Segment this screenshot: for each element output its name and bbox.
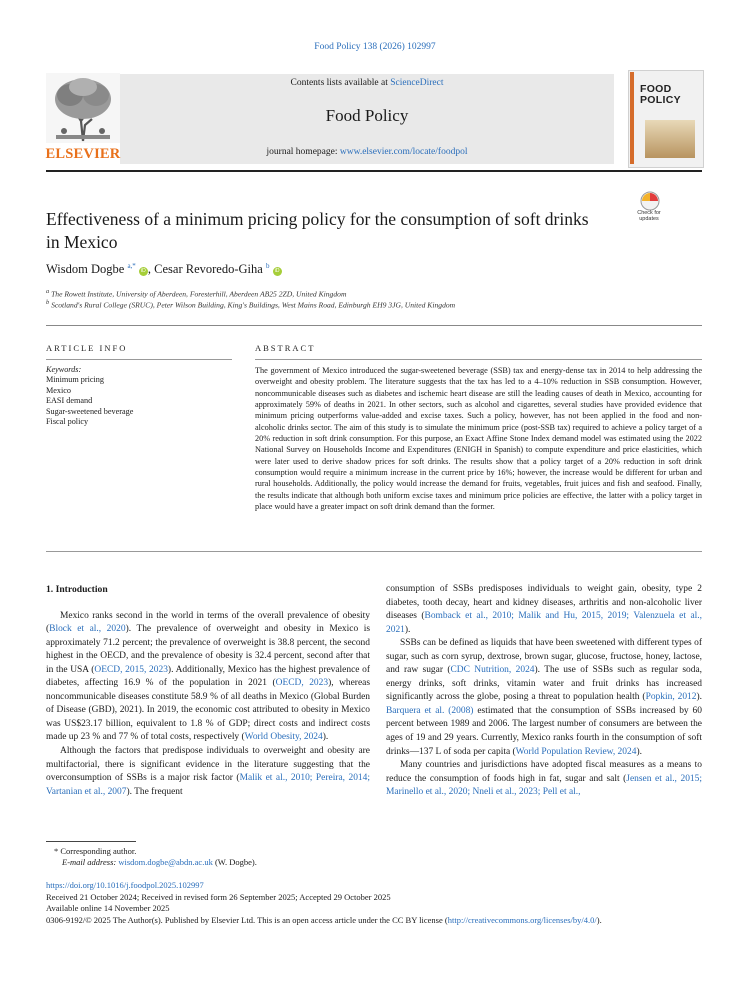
doi-link[interactable]: https://doi.org/10.1016/j.foodpol.2025.102997 — [46, 880, 204, 890]
citation-link[interactable]: Barquera et al. (2008) — [386, 705, 474, 716]
citation-link[interactable]: OECD, 2023 — [275, 678, 329, 689]
cover-accent-strip — [630, 72, 634, 164]
abstract-rule — [255, 359, 702, 360]
email-line — [46, 857, 257, 868]
author-name[interactable]: Cesar Revoredo-Giha — [154, 262, 263, 277]
abstract-bottom-divider — [46, 551, 702, 552]
affiliation-mark: a — [46, 288, 50, 295]
keywords-label: Keywords: — [46, 365, 82, 374]
body-column-right — [386, 583, 702, 800]
check-for-updates-label[interactable] — [624, 210, 674, 222]
keywords-block — [46, 365, 133, 427]
license-link[interactable]: http://creativecommons.org/licenses/by/4.0/ — [447, 914, 597, 925]
affiliation-mark: b — [46, 299, 50, 306]
author-name[interactable]: Wisdom Dogbe — [46, 262, 125, 277]
orcid-icon[interactable]: iD — [273, 267, 282, 276]
citation-link[interactable]: Jensen et al., 2015; Marinello et al., 2020; Nneli et al., 2023; Pell et al., — [386, 773, 702, 798]
email-link[interactable]: wisdom.dogbe@abdn.ac.uk — [118, 857, 213, 867]
citation-link[interactable]: World Population Review, 2024 — [515, 746, 637, 757]
email-label: E-mail address: — [62, 857, 117, 867]
check-updates-line1: Check for — [637, 210, 661, 216]
corresponding-author-note: * Corresponding author. — [54, 846, 137, 856]
header-divider — [46, 170, 702, 172]
body-column-left — [46, 583, 370, 799]
keyword-item: EASI demand — [46, 396, 93, 406]
contents-prefix: Contents lists available at — [290, 78, 388, 88]
citation-link[interactable]: Malik et al., 2010; Pereira, 2014; Vartanian et al., 2007 — [46, 773, 370, 797]
author-separator: , — [147, 262, 152, 277]
article-footer — [46, 880, 602, 926]
keyword-item: Fiscal policy — [46, 417, 89, 427]
citation-link[interactable]: Block et al., 2020 — [49, 624, 126, 635]
abstract-text: The government of Mexico introduced the sugar-sweetened beverage (SSB) tax and energy-dense tax in 2014 to help addressing the overweight and obesity problem. The literature suggests that the tax has led to a 4–10% reduction in SSB consumption. However, noncommunicable diseases such as diabetes and ischemic heart disease are still the leading causes of death in Mexico, accounting for approximately 59% of deaths in 2021. In other sectors, such as alcohol and cigarettes, several studies have provided evidence that minimum pricing outperforms value-added and excise taxes. Such a policy, however, has not been applied in the food and non-alcoholic drinks sector. The aim of this study is to simulate the minimum price (post-SSB tax) required to achieve a policy target of a 20% reduction in soft drink consumption. For this purpose, an Exact Affine Stone Index demand model was estimated using the 2022 National Survey on Households Income and Expenditures (ENIGH in Spanish) to compute expenditure and price elasticities, which were later used to derive shadow prices for soft drinks. The results show that a policy target of a 20% reduction in soft drink consumption would require a minimum increase in the current price by 16%; however, the increase would be different for urban and rural households. Additionally, the policy would increase the demand for fruits, vegetables, fruit juices and fish and seafood. Finally, the results indicate that although both uniform excise taxes and minimum price policies are effective, the latter with a policy target in place would have a greater impact on soft drink demand than the former. — [255, 366, 702, 512]
sciencedirect-link[interactable]: ScienceDirect — [390, 78, 444, 88]
article-info-rule — [46, 359, 232, 360]
homepage-prefix: journal homepage: — [266, 147, 338, 157]
keyword-item: Mexico — [46, 385, 72, 395]
abstract-heading: ABSTRACT — [255, 343, 316, 353]
contents-line — [120, 78, 614, 88]
cover-image — [645, 120, 695, 158]
received-dates: Received 21 October 2024; Received in revised form 26 September 2025; Accepted 29 October 2025 — [46, 891, 391, 902]
section-heading: 1. Introduction — [46, 584, 108, 595]
elsevier-wordmark: ELSEVIER — [45, 146, 121, 162]
affiliation-divider — [46, 325, 702, 326]
citation-link[interactable]: World Obesity, 2024 — [244, 732, 323, 743]
paragraph: Although the factors that predispose individuals to overweight and obesity are multifactorial, there is significant evidence in the literature suggesting that the overconsumption of SSBs is a major risk factor (Malik et al., 2010; Pereira, 2014; Vartanian et al., 2007). The frequent — [46, 746, 370, 797]
article-info-heading: ARTICLE INFO — [46, 343, 128, 353]
affiliation-text: The Rowett Institute, University of Aberdeen, Foresterhill, Aberdeen AB25 2ZD, United Kingdom — [51, 289, 347, 299]
homepage-link[interactable]: www.elsevier.com/locate/foodpol — [339, 147, 468, 157]
check-updates-line2: updates — [639, 216, 659, 222]
footnote-rule — [46, 841, 136, 842]
paragraph: Many countries and jurisdictions have adopted fiscal measures as a means to reduce the consumption of foods high in fat, sugar and salt (Jensen et al., 2015; Marinello et al., 2020; Nneli et al., 2023; Pell et al., — [386, 760, 702, 798]
citation-link[interactable]: Popkin, 2012 — [645, 692, 697, 703]
citation-link[interactable]: OECD, 2015, 2023 — [94, 664, 168, 675]
journal-name: Food Policy — [325, 106, 409, 125]
paragraph: SSBs can be defined as liquids that have been sweetened with different types of sugar, such as corn syrup, dextrose, brown sugar, glucose, fructose, honey, lactose, and raw sugar (CDC Nutrition, 2024). The use of SSBs such as regular soda, energy drinks, soft drinks, vitamin water and fruit drinks has increased significantly across the globe, posing a threat to population health (Popkin, 2012). Barquera et al. (2008) estimated that the consumption of SSBs increased by 60 percent between 1989 and 2006. The largest number of consumers are between the ages of 19 and 29 years. Currently, Mexico ranks fourth in the consumption of soft drinks—137 L of soda per capita (World Population Review, 2024). — [386, 638, 703, 757]
paragraph: Mexico ranks second in the world in terms of the overall prevalence of obesity (Block et al., 2020). The prevalence of overweight and obesity in Mexico is approximately 71.2 percent; the prevalence of overweight is 38.8 percent, the second highest in the OECD, and the prevalence of obesity is 32.4 percent, second after that in the USA (OECD, 2015, 2023). Additionally, Mexico has the highest prevalence of diabetes, affecting 16.9 % of the population in 2021 (OECD, 2023), whereas noncommunicable diseases constitute 58.9 % of all deaths in Mexico (Global Burden of Disease (GBD), 2021). In 2019, the economic cost attributed to obesity in Mexico was US$23.17 billion, equivalent to 1.8 % of GDP; direct costs and indirect costs made up 23 % and 77 % of total costs, respectively (World Obesity, 2024). — [46, 610, 370, 743]
orcid-icon[interactable]: iD — [139, 267, 148, 276]
affiliation-b — [46, 299, 455, 310]
journal-homepage — [120, 147, 614, 157]
keyword-item: Minimum pricing — [46, 375, 104, 385]
article-title: Effectiveness of a minimum pricing policy for the consumption of soft drinks in Mexico — [46, 209, 589, 252]
author-affiliation-mark[interactable]: b — [265, 262, 270, 270]
license-line: 0306-9192/© 2025 The Author(s). Published by Elsevier Ltd. This is an open access article under the CC BY license (http://creativecommons.org/licenses/by/4.0/). — [46, 914, 602, 925]
cover-title — [640, 84, 681, 106]
author-affiliation-mark[interactable]: a,* — [127, 262, 136, 270]
journal-citation[interactable]: Food Policy 138 (2026) 102997 — [314, 42, 436, 52]
citation-link[interactable]: CDC Nutrition, 2024 — [450, 665, 535, 676]
citation-link[interactable]: Bomback et al., 2010; Malik and Hu, 2015, 2019; Valenzuela et al., 2021 — [386, 611, 702, 635]
paragraph: consumption of SSBs predisposes individuals to weight gain, obesity, type 2 diabetes, tooth decay, heart and kidney diseases, arthritis and non-alcoholic liver diseases (Bomback et al., 2010; Malik and Hu, 2015, 2019; Valenzuela et al., 2021). — [386, 584, 702, 635]
cover-title-line1: FOOD — [640, 83, 672, 95]
affiliation-a — [46, 288, 346, 299]
affiliation-text: Scotland's Rural College (SRUC), Peter Wilson Building, King's Buildings, West Mains Road, Edinburgh EH9 3JG, United Kingdom — [51, 300, 456, 310]
footnote — [46, 846, 257, 868]
available-online: Available online 14 November 2025 — [46, 903, 170, 914]
email-suffix: (W. Dogbe). — [214, 857, 257, 867]
cover-title-line2: POLICY — [640, 94, 681, 106]
author-list — [46, 262, 282, 277]
keyword-item: Sugar-sweetened beverage — [46, 406, 134, 416]
